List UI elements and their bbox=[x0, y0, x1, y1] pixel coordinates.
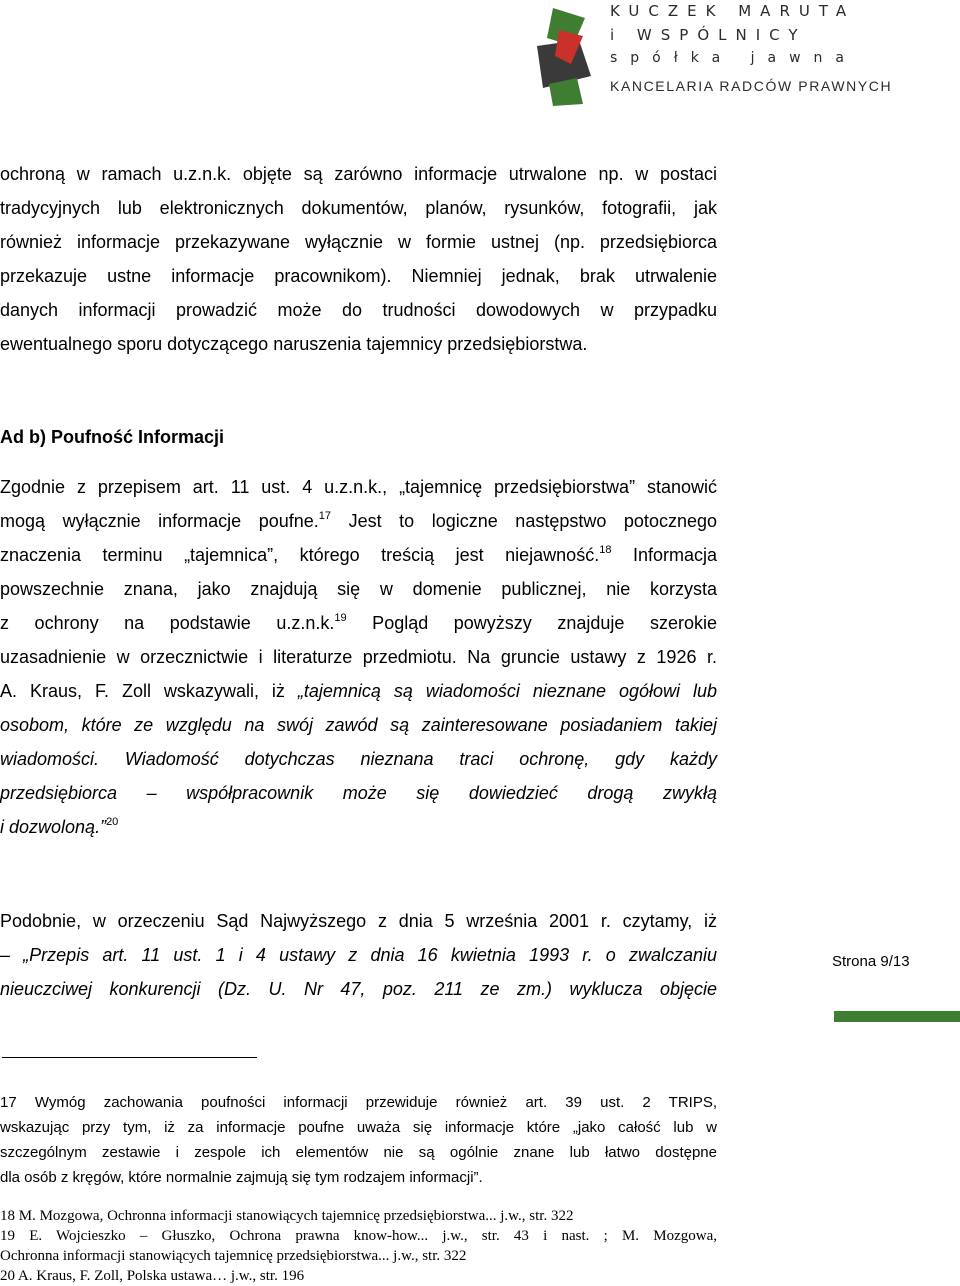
paragraph-intro bbox=[0, 157, 717, 361]
paragraph-supreme-court bbox=[0, 904, 717, 1006]
paragraph-confidentiality bbox=[0, 470, 717, 844]
page-number: Strona 9/13 bbox=[832, 953, 910, 970]
logo-company-type: spółka jawna bbox=[610, 50, 857, 66]
text-segment: znaczenia terminu „tajemnica”, którego treścią jest niejawność. bbox=[0, 545, 600, 565]
text-line bbox=[0, 776, 717, 810]
text-segment: Pogląd powyższy znajduje szerokie bbox=[346, 613, 718, 633]
text-line bbox=[0, 674, 717, 708]
quote-segment: nieuczciwej konkurencji (Dz. U. Nr 47, poz. 211 ze zm.) wyklucza objęcie bbox=[0, 979, 717, 999]
text-line: dla osób z kręgów, które normalnie zajmują się tym rodzajem informacji”. bbox=[0, 1169, 483, 1186]
footnote-17 bbox=[0, 1090, 717, 1190]
text-line bbox=[0, 708, 717, 742]
quote-segment: – „Przepis art. 11 ust. 1 i 4 ustawy z dnia 16 kwietnia 1993 r. o zwalczaniu bbox=[0, 945, 717, 965]
quote-segment: „tajemnicą są wiadomości nieznane ogółowi lub bbox=[297, 681, 717, 701]
text-line: Zgodnie z przepisem art. 11 ust. 4 u.z.n.k., „tajemnicę przedsiębiorstwa” stanowić bbox=[0, 477, 717, 497]
text-line: ewentualnego sporu dotyczącego naruszenia tajemnicy przedsiębiorstwa. bbox=[0, 334, 588, 354]
text-segment: A. Kraus, F. Zoll wskazywali, iż bbox=[0, 681, 298, 701]
text-line bbox=[0, 810, 717, 844]
text-line: tradycyjnych lub elektronicznych dokumentów, planów, rysunków, fotografii, jak bbox=[0, 198, 717, 218]
footnote-ref-20[interactable]: 20 bbox=[106, 816, 119, 828]
footnote-separator bbox=[2, 1057, 257, 1058]
text-line: 17 Wymóg zachowania poufności informacji przewiduje również art. 39 ust. 2 TRIPS, bbox=[0, 1094, 717, 1111]
text-line bbox=[0, 972, 717, 1006]
section-heading: Ad b) Poufność Informacji bbox=[0, 427, 225, 447]
text-line: przekazuje ustne informacje pracownikom). Niemniej jednak, brak utrwalenie bbox=[0, 266, 717, 286]
text-segment: Informacja bbox=[611, 545, 717, 565]
quote-segment: i dozwoloną.” bbox=[0, 817, 107, 837]
page-accent-bar bbox=[834, 1011, 960, 1022]
text-segment: z ochrony na podstawie u.z.n.k. bbox=[0, 613, 335, 633]
footnote-ref-19[interactable]: 19 bbox=[334, 612, 347, 624]
firm-logo-mark bbox=[533, 0, 595, 108]
text-line: 18 M. Mozgowa, Ochronna informacji stanowiących tajemnicę przedsiębiorstwa... j.w., str. 322 bbox=[0, 1208, 574, 1224]
text-line: wskazując przy tym, iż za informacje poufne uważa się informacje które „jako całość lub w bbox=[0, 1119, 717, 1136]
text-line: Podobnie, w orzeczeniu Sąd Najwyższego z dnia 5 września 2001 r. czytamy, iż bbox=[0, 911, 717, 931]
text-line: uzasadnienie w orzecznictwie i literaturze przedmiotu. Na gruncie ustawy z 1926 r. bbox=[0, 647, 717, 667]
logo-firm-name: KUCZEK MARUTA bbox=[610, 2, 856, 20]
text-line bbox=[0, 504, 717, 538]
quote-segment: wiadomości. Wiadomość dotychczas nieznana traci ochronę, gdy każdy bbox=[0, 749, 717, 769]
text-line: powszechnie znana, jako znajdują się w domenie publicznej, nie korzysta bbox=[0, 579, 717, 599]
footnote-19 bbox=[0, 1226, 717, 1266]
quote-segment: przedsiębiorca – współpracownik może się dowiedzieć drogą zwykłą bbox=[0, 783, 717, 803]
text-line: ochroną w ramach u.z.n.k. objęte są zarówno informacje utrwalone np. w postaci bbox=[0, 164, 717, 184]
logo-partners: i WSPÓLNICY bbox=[610, 26, 807, 44]
text-line: Ochronna informacji stanowiących tajemnicę przedsiębiorstwa... j.w., str. 322 bbox=[0, 1248, 467, 1264]
text-segment: Jest to logiczne następstwo potocznego bbox=[331, 511, 717, 531]
text-line: szczególnym zestawie i zespole ich elementów nie są ogólnie znane lub łatwo dostępne bbox=[0, 1144, 717, 1161]
text-line bbox=[0, 606, 717, 640]
footnote-20 bbox=[0, 1266, 717, 1286]
text-line: danych informacji prowadzić może do trudności dowodowych w przypadku bbox=[0, 300, 717, 320]
logo-subtitle: KANCELARIA RADCÓW PRAWNYCH bbox=[610, 78, 893, 94]
quote-segment: osobom, które ze względu na swój zawód są zainteresowane posiadaniem takiej bbox=[0, 715, 717, 735]
text-segment: mogą wyłącznie informacje poufne. bbox=[0, 511, 319, 531]
text-line: 20 A. Kraus, F. Zoll, Polska ustawa… j.w., str. 196 bbox=[0, 1268, 305, 1284]
text-line: również informacje przekazywane wyłącznie w formie ustnej (np. przedsiębiorca bbox=[0, 232, 717, 252]
text-line bbox=[0, 538, 717, 572]
footnote-ref-18[interactable]: 18 bbox=[599, 544, 612, 556]
footnote-18 bbox=[0, 1206, 717, 1226]
text-line: 19 E. Wojcieszko – Głuszko, Ochrona prawna know-how... j.w., str. 43 i nast. ; M. Mozgowa, bbox=[0, 1228, 717, 1244]
footnote-ref-17[interactable]: 17 bbox=[318, 510, 332, 522]
text-line bbox=[0, 742, 717, 776]
text-line bbox=[0, 938, 717, 972]
